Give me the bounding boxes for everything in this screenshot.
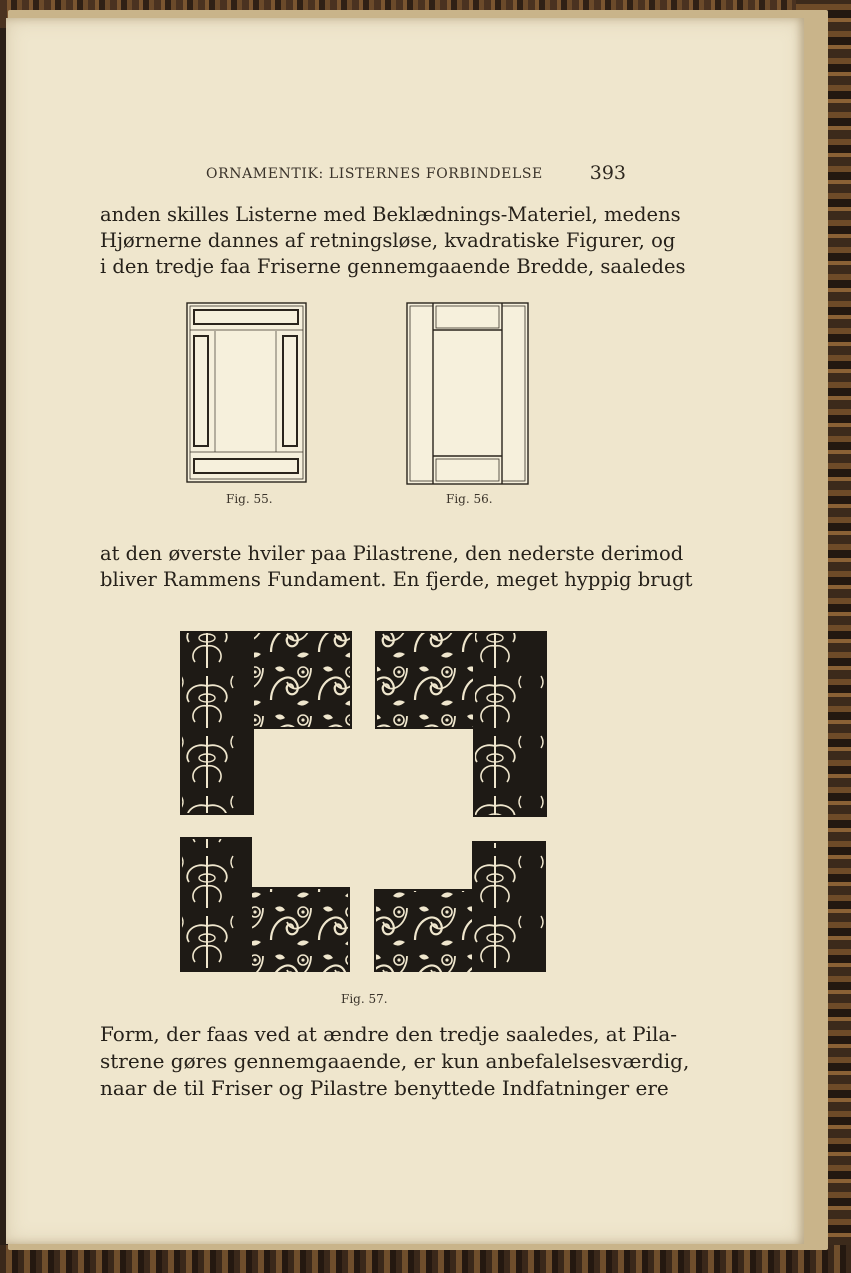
text-line: Form, der faas ved at ændre den tredje saaledes, at Pila-	[100, 1022, 678, 1046]
text-line: strene gøres gennemgaaende, er kun anbefalelsesværdig,	[100, 1049, 690, 1073]
figure-56	[406, 302, 536, 506]
figure-57-drawing	[171, 612, 551, 972]
figure-57	[171, 612, 551, 1006]
paragraph-2	[100, 541, 693, 593]
paragraph-1	[100, 202, 686, 280]
text-line: at den øverste hviler paa Pilastrene, den nederste derimod	[100, 542, 684, 565]
figure-55	[186, 302, 311, 506]
ornament-frieze-bottom-left	[251, 888, 349, 972]
ornament-frieze-bottom-right	[375, 890, 473, 972]
page-number: 393	[589, 162, 626, 184]
ornament-frieze-top-right	[376, 632, 474, 728]
figure-56-drawing	[406, 302, 536, 487]
text-line: bliver Rammens Fundament. En fjerde, meget hyppig brugt	[100, 568, 693, 591]
running-head	[206, 158, 626, 188]
ornament-pilaster-bottom-right	[473, 842, 545, 972]
ornament-pilaster-top-left	[181, 632, 253, 814]
figure-57-caption: Fig. 57.	[341, 992, 388, 1006]
figure-55-drawing	[186, 302, 311, 487]
running-title: ORNAMENTIK: LISTERNES FORBINDELSE	[206, 166, 543, 182]
figure-55-caption: Fig. 55.	[226, 492, 273, 506]
paragraph-3	[100, 1021, 690, 1102]
ornament-pilaster-bottom-left	[181, 838, 251, 972]
ornament-pilaster-top-right	[474, 632, 546, 816]
text-line: Hjørnerne dannes af retningsløse, kvadratiske Figurer, og	[100, 229, 676, 252]
text-line: naar de til Friser og Pilastre benyttede Indfatninger ere	[100, 1076, 669, 1100]
ornament-frieze-top-left	[253, 632, 351, 728]
text-line: i den tredje faa Friserne gennemgaaende Bredde, saaledes	[100, 255, 686, 278]
text-line: anden skilles Listerne med Beklædnings-Materiel, medens	[100, 203, 681, 226]
figure-56-caption: Fig. 56.	[446, 492, 493, 506]
book-page	[6, 18, 804, 1244]
